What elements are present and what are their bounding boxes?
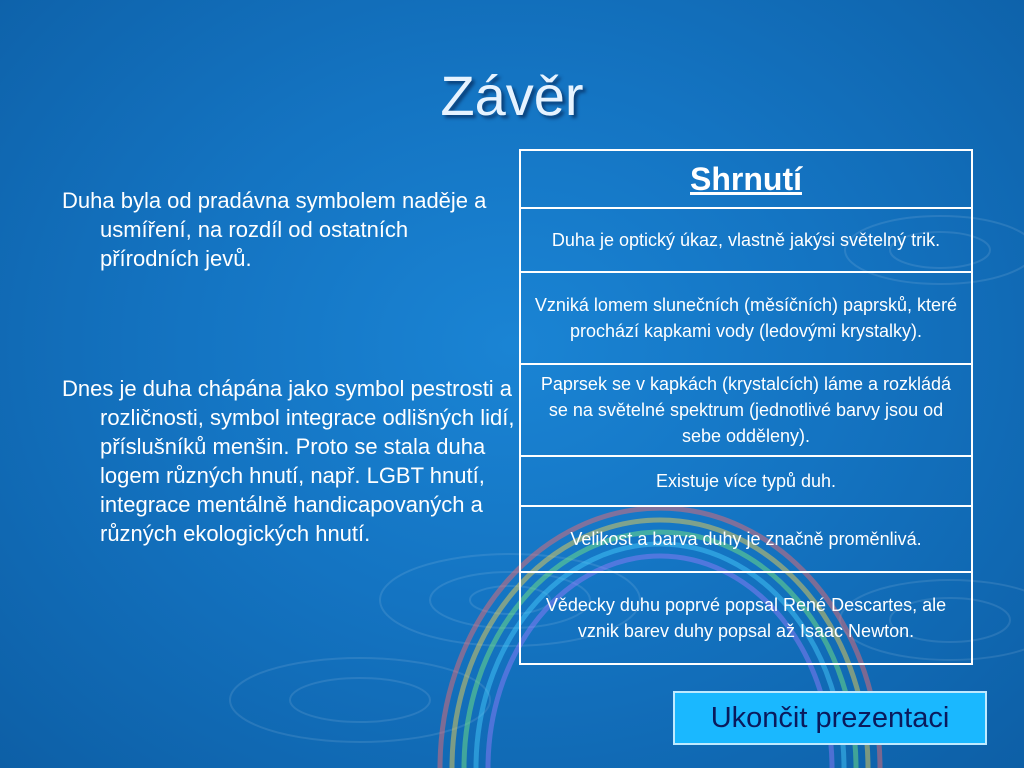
end-presentation-button[interactable]: Ukončit prezentaci bbox=[673, 691, 987, 745]
paragraph-symbol-history: Duha byla od pradávna symbolem naděje a usmíření, na rozdíl od ostatních přírodních jevů. bbox=[62, 188, 487, 271]
summary-table bbox=[519, 149, 973, 665]
summary-row: Vzniká lomem slunečních (měsíčních) paprsků, které prochází kapkami vody (ledovými krystalky). bbox=[520, 272, 972, 364]
left-text-column bbox=[62, 186, 515, 546]
summary-row: Existuje více typů duh. bbox=[520, 456, 972, 506]
summary-row: Velikost a barva duhy je značně proměnlivá. bbox=[520, 506, 972, 572]
slide-title: Závěr bbox=[440, 64, 584, 127]
summary-table-header: Shrnutí bbox=[520, 150, 972, 208]
summary-row: Paprsek se v kapkách (krystalcích) láme a rozkládá se na světelné spektrum (jednotlivé barvy jsou od sebe odděleny). bbox=[520, 364, 972, 456]
summary-row: Duha je optický úkaz, vlastně jakýsi světelný trik. bbox=[520, 208, 972, 272]
paragraph-symbol-today: Dnes je duha chápána jako symbol pestrosti a rozličnosti, symbol integrace odlišných lidí, příslušníků menšin. Proto se stala duha logem různých hnutí, např. LGBT hnutí, integrace mentálně handicapovaných a různých ekologických hnutí. bbox=[62, 376, 515, 546]
summary-row: Vědecky duhu poprvé popsal René Descartes, ale vznik barev duhy popsal až Isaac Newton. bbox=[520, 572, 972, 664]
